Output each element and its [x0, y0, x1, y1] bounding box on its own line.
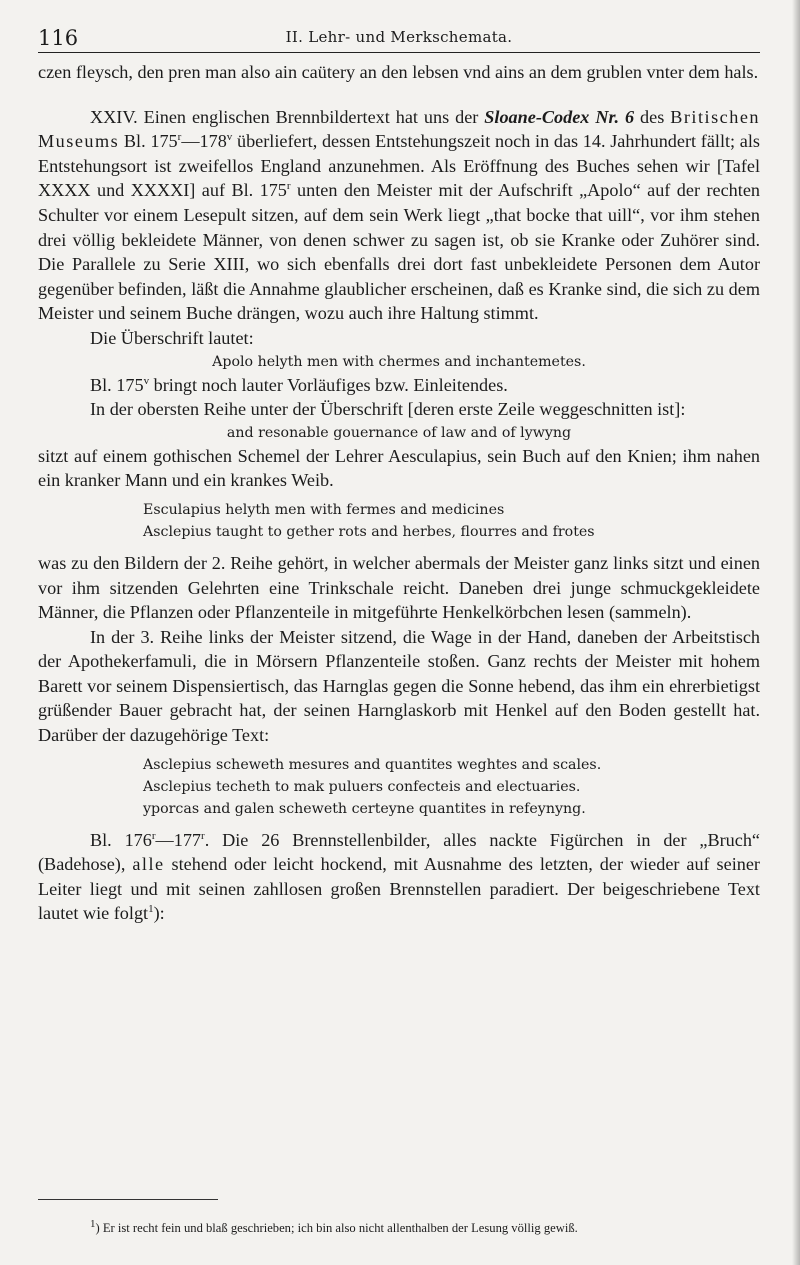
quote-block-asclepius: [143, 754, 760, 820]
quote-line: Asclepius scheweth mesures and quantites weghtes and scales.: [143, 756, 602, 773]
paragraph-bl176r: Bl. 176$^r$—177$^r$. Die 26 Brennstellenbilder, alles nackte Figürchen in der „Bruch“ (Badehose), alle stehend oder leicht hockend, mit Ausnahme des letzten, der wieder auf seiner Leiter liegt und mit seinen zahllosen großen Brennstellen paradiert. Der beigeschriebene Text lautet wie folgt$^1$):: [38, 829, 761, 924]
quote-line: Asclepius taught to gether rots and herbes, flourres and frotes: [143, 523, 595, 540]
museum-name: Britischen Museums: [38, 106, 760, 152]
paragraph-bl175v: Bl. 175$^v$ bringt noch lauter Vorläufiges bzw. Einleitendes.: [90, 374, 508, 395]
paragraph-third-row: In der 3. Reihe links der Meister sitzend, die Wage in der Hand, daneben der Arbeitstisch der Apothekerfamuli, die in Mörsern Pflanzenteile stoßen. Ganz rechts der Meister mit hohem Barett vor seinem Dispensiertisch, das Harnglas gegen die Sonne hebend, das ihm ein ehrerbietigst grüßender Bauer gebracht hat, der seinen Harnglaskorb mit Henkel auf den Boden gestellt hat. Darüber der dazugehörige Text:: [38, 626, 760, 746]
codex-name: Sloane-Codex Nr. 6: [484, 106, 635, 127]
footnote-1: $^1$) Er ist recht fein und blaß geschrieben; ich bin also nicht allenthalben der Lesung völlig gewiß.: [90, 1217, 578, 1235]
quote-line: yporcas and galen scheweth certeyne quantites in refeynyng.: [143, 800, 586, 817]
quote-line: Asclepius techeth to mak puluers confecteis and electuaries.: [143, 778, 581, 795]
paragraph-continuation: czen fleysch, den pren man also ain caütery an den lebsen vnd ains an dem grublen vnter dem hals.: [38, 62, 759, 82]
footnote-mark: 1: [90, 1217, 96, 1230]
page-header: [38, 22, 760, 53]
footnotes: [38, 1207, 768, 1249]
quote-line: Esculapius helyth men with fermes and medicines: [143, 501, 505, 518]
paragraph-section-xxiv: XXIV. Einen englischen Brennbildertext hat uns der Sloane-Codex Nr. 6 des Britischen Museums Bl. 175$^r$—178$^v$ überliefert, dessen Entstehungszeit noch in das 14. Jahrhundert fällt; als Entstehungsort ist zweifellos England anzunehmen. Als Eröffnung des Buches sehen wir [Tafel XXXX und XXXXI] auf Bl. 175$^r$ unten den Meister mit der Aufschrift „Apolo“ auf der rechten Schulter vor einem Lesepult sitzen, auf dem sein Werk liegt „that bocke that uill“, vor ihm stehen drei völlig bekleidete Männer, von denen schwer zu sagen ist, ob sie Kranke oder Zuhörer sind. Die Parallele zu Serie XIII, wo sich ebenfalls drei dort fast unbekleidete Personen dem Autor gegenüber befinden, läßt die Annahme glaublicher erscheinen, daß es Kranke sind, die sich zu dem Meister und seinem Buche drängen, wozu auch ihre Haltung stimmt.: [38, 106, 760, 324]
paragraph-heading-intro: Die Überschrift lautet:: [90, 327, 254, 348]
paragraph-top-row: In der obersten Reihe unter der Überschrift [deren erste Zeile weggeschnitten ist]:: [90, 399, 686, 420]
footnote-ref[interactable]: 1: [148, 903, 154, 916]
footnote-rule: [38, 1199, 218, 1200]
running-head: II. Lehr- und Merkschemata.: [285, 28, 513, 46]
page-number: 116: [38, 26, 79, 50]
quote-block-esculapius: [143, 499, 760, 543]
quote-apolo: Apolo helyth men with chermes and inchantemetes.: [212, 353, 586, 370]
quote-governance: and resonable gouernance of law and of lywyng: [226, 424, 572, 441]
paragraph-aesculapius: sitzt auf einem gothischen Schemel der Lehrer Aesculapius, sein Buch auf den Knien; ihm nahen ein kranker Mann und ein krankes Weib.: [38, 445, 760, 491]
paragraph-second-row: was zu den Bildern der 2. Reihe gehört, in welcher abermals der Meister ganz links sitzt und einen vor ihm sitzenden Gelehrten eine Trinkschale reicht. Daneben drei junge schmuckgekleidete Männer, die Pflanzen oder Pflanzenteile in mitgeführte Henkelkörbchen lesen (sammeln).: [38, 552, 760, 623]
page-edge-shadow: [792, 0, 800, 1265]
body-text: [38, 60, 760, 926]
